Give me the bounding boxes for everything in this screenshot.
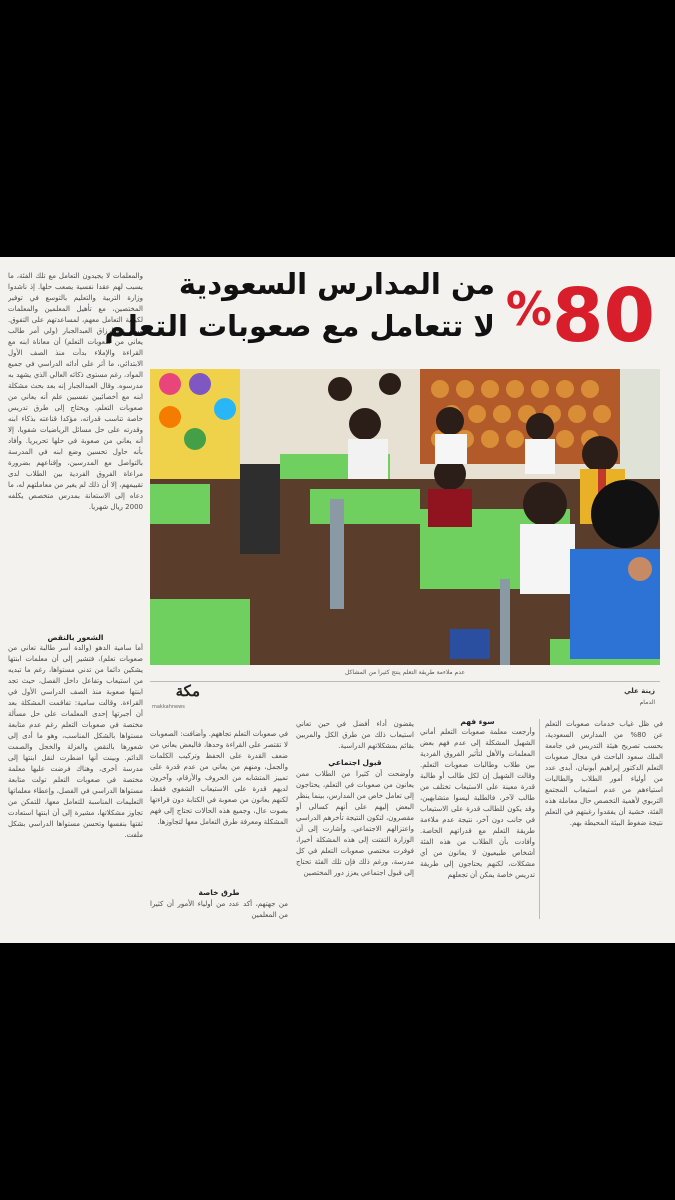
headline-percent-sign: % — [505, 282, 553, 336]
byline-author: زينة علي — [624, 687, 655, 695]
column-2-bottom-text: من جهتهم، أكد عدد من أولياء الأمور أن كثيرا من المعلمين — [150, 900, 288, 919]
photo-caption: عدم ملاءمة طريقة التعلم ينتج كثيرا من المشاكل — [345, 669, 465, 676]
logo-site: makkahnews — [152, 704, 185, 710]
headline-line-2: لا تتعامل مع صعوبات التعلم — [104, 309, 495, 343]
headline-number: 80 — [552, 273, 655, 359]
column-divider — [539, 719, 540, 919]
subhead-4: طرق خاصة — [198, 888, 240, 897]
column-1-bottom-text: أما سامية الدهو (والدة أسر طالبة تعاني من صعوبات تعلم)، فتشير إلى أن معلمات ابنتها يشكين دائما من تدني مستواها، رغم ما تبديه من استيعاب وتفاعل داخل الفصل، حيث تجد ابنتها صعوبة منذ الصف الدراسي الأول في القراءة. وقالت سامية: تفاقمت المشكلة بعد أن أجبرتها إحدى المعلمات على حل مسألة مختصة في صعوبات التعلم رغم عدم متابعة مستواها بالشكل المناسب، وهو ما أدى إلى شعورها بالنقص والعزلة والخجل والصمت الدائم. وبينت أنها اضطرت لنقل ابنتها إلى مدرسة أخرى، وهناك فرضت عليها معلمة مختصة في صعوبات التعلم تولت متابعة مستواها الدراسي في الفصل، وإعطاء معلماتها التعليمات المناسبة للتعامل معها، للتمكن من تجاوز مشكلاتها، مشيرة إلى أن ابنتها استعادت ثقتها بنفسها وتحسن مستواها الدراسي بشكل ملفت. — [8, 644, 143, 839]
subhead-3: قبول اجتماعي — [328, 758, 382, 767]
column-4-text: وأرجعت معلمة صعوبات التعلم أماني الشهيل المشكلة إلى عدم فهم بعض المعلمات والأهل لتأثير الفروق الفردية بين طلاب وطالبات صعوبات التعلم. وقالت الشهيل إن لكل طالب أو طالبة قدرة معينة على الاستيعاب تختلف من طالب لآخر، فالطلبة ليسوا متشابهين، وقد يكون للطالب قدرة على الاستيعاب في جانب دون آخر، نتيجة عدم ملاءمة طريقة التعلم مع قدراتهم الخاصة. وأفادت بأن الطلاب من هذه الفئة أشخاص طبيعيون لا يعانون من أي مشكلات، لكنهم يحتاجون إلى طريقة تدريس خاصة يمكن أن تجعلهم — [420, 728, 535, 879]
article-column-4 — [420, 727, 535, 932]
classroom-photo — [150, 369, 660, 665]
article-column-5 — [545, 719, 663, 929]
article-column-3-mid — [296, 769, 414, 931]
newspaper-page — [0, 257, 675, 943]
divider-line — [150, 681, 660, 682]
column-1-text: والمعلمات لا يجيدون التعامل مع تلك الفئة، ما يسبب لهم عقدا نفسية يصعب حلها. إذ ناشدوا وزارة التربية والتعليم بالتوسع في توفير المختصين، مع تأهيل المعلمين والمعلمات لكيفية التعامل معهم، لمساعدتهم على التفوق. وبين عبدالرزاق العبدالجبار (ولي أمر طالب يعاني من صعوبات التعلم) أن معاناة ابنه مع القراءة والإملاء بدأت منذ الصف الأول الابتدائي، ما أثر على أدائه الدراسي في جميع المواد، رغم مستوى ذكائه العالي الذي يشهد به مدرسوه. وقال العبدالجبار إنه بعد بحث مشكلة ابنه مع أخصائيين نفسيين علم أنه يعاني من صعوبات التعلم، ويحتاج إلى طرق تدريس خاصة تناسب قدراته، مؤكدا قناعته بذكاء ابنه وقدرته على حل مسائل الرياضيات شفويا، إلا أنه يعاني من صعوبة في حلها تحريريا. وأفاد بأنه حاول تحسين وضع ابنه في المدرسة بالتواصل مع المدرسين، وإقناعهم بضرورة مراعاة الفروق الفردية بين الطلاب لدى تقييمهم، إلا أن ذلك لم يغير من معاملتهم له، ما دعاه إلى الاستعانة بمدرس متخصص يكلفه 2000 ريال شهريا. — [8, 272, 143, 511]
subhead-1: الشعور بالنقص — [47, 633, 104, 642]
column-3-mid-text: وأوضحت أن كثيرا من الطلاب ممن يعانون من صعوبات في التعلم، يحتاجون إلى تعامل خاص من المدارس، بينما ينظر البعض إليهم على أنهم كسالى أو مقصرون، لتكون النتيجة تأخرهم الدراسي واعتزالهم الاجتماعي. وأشارت إلى أن الوزارة التفتت إلى هذه المشكلة أخيرا، فوفرت مختصي صعوبات التعلم في كل مدرسة، ورغم ذلك فإن تلك الفئة تحتاج إلى قبول اجتماعي يعزز دور المختصين — [296, 770, 414, 877]
makkah-logo: مكة — [175, 682, 200, 700]
byline-city: الدمام — [639, 699, 655, 706]
article-column-1-bottom — [8, 643, 143, 933]
article-column-2 — [150, 729, 288, 879]
subhead-2: سوء فهم — [460, 717, 495, 726]
headline-percentage — [505, 267, 655, 358]
headline-line-1: من المدارس السعودية — [178, 267, 495, 301]
article-column-3 — [296, 719, 414, 753]
article-column-2-bottom — [150, 899, 288, 933]
column-5-text: في ظل غياب خدمات صعوبات التعلم عن 80% من المدارس السعودية، بحسب تصريح هيئة التدريس في جامعة الملك سعود الباحث في مجال صعوبات التعلم الدكتور إبراهيم أبونيان، أبدى عدد من أولياء أمور الطلاب والطالبات استياءهم من عدم استيعاب المجتمع التربوي لأهمية التخصص حال معاملة هذه الفئة، خشية أن يفقدوا رغبتهم في التعلم نتيجة ضغوط البيئة المحيطة بهم. — [545, 720, 663, 827]
classroom-illustration — [150, 369, 660, 665]
column-2-text: في صعوبات التعلم تجاههم. وأضافت: الصعوبات لا تقتصر على القراءة وحدها، فالبعض يعاني من ضعف القدرة على الحفظ وتركيب الكلمات والجمل، ومنهم من يعاني من عدم قدرة على تمييز المتشابه من الحروف والأرقام، وآخرون لديهم قدرة على الاستيعاب الشفوي فقط، لكنهم يعانون من صعوبة في الكتابة دون قراءتها بصوت عال، وجميع هذه الحالات تحتاج إلى فهم المشكلة ومعرفة طرق التعامل معها لتجاوزها. — [150, 730, 288, 826]
column-3-text: يقضون أداء أفضل في حين تعاني استيعاب ذلك من طرق الكل والمربين بقائم بمشكلاتهم الدراسية. — [296, 720, 414, 750]
